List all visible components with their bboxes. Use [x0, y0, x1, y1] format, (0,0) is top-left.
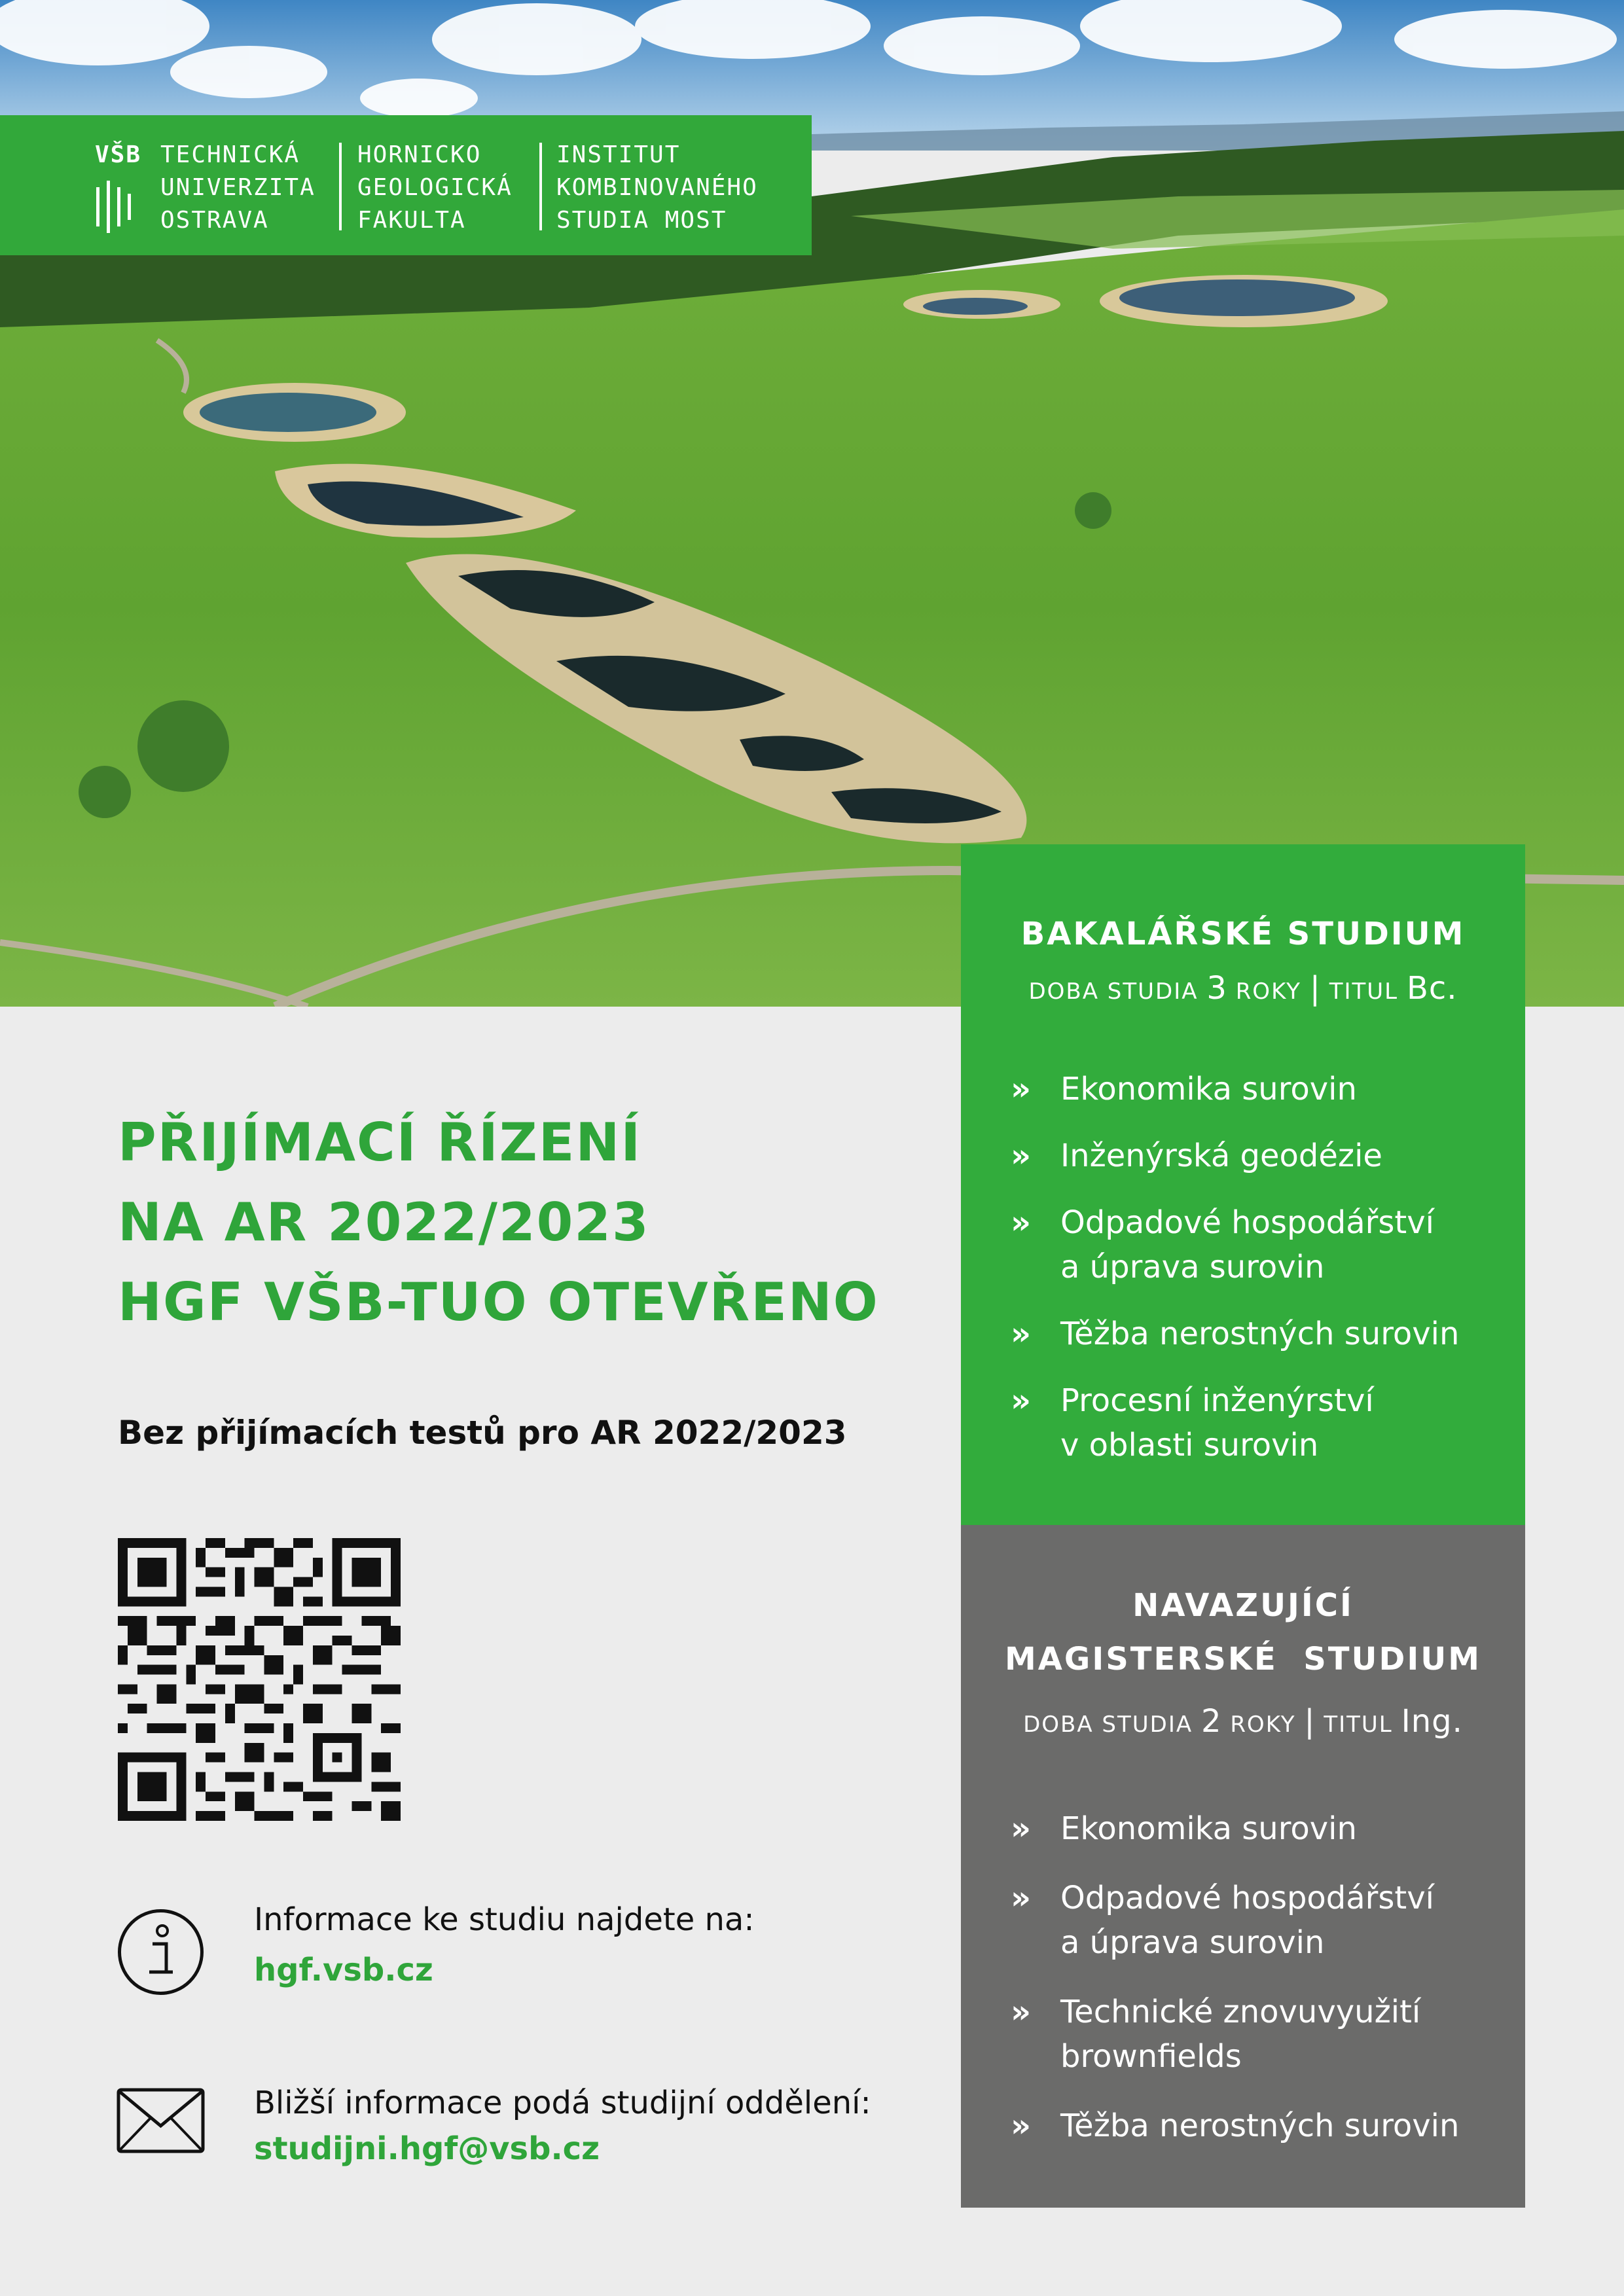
- master-title: NAVAZUJÍCÍ MAGISTERSKÉ STUDIUM: [1005, 1587, 1481, 1677]
- list-item: » Technické znovuvyužití brownfields: [1011, 1994, 1421, 2075]
- bachelor-title: BAKALÁŘSKÉ STUDIUM: [1020, 916, 1466, 952]
- bachelor-meta: DOBA STUDIA 3 ROKY | TITUL Bc.: [1028, 970, 1458, 1007]
- bachelor-panel: [961, 844, 1525, 1525]
- mail-label: Bližší informace podá studijní oddělení:: [254, 2085, 871, 2121]
- list-item: » Těžba nerostných surovin: [1011, 2108, 1460, 2144]
- logo-divider: [339, 143, 342, 230]
- info-label: Informace ke studiu najdete na:: [254, 1901, 755, 1938]
- master-panel: [961, 1525, 1525, 2208]
- bachelor-programs: [961, 1067, 1525, 1467]
- list-item: » Procesní inženýrství v oblasti surovin: [1011, 1382, 1374, 1463]
- subtitle: Bez přijímacích testů pro AR 2022/2023: [118, 1414, 847, 1452]
- info-circle-icon: [117, 1908, 205, 1996]
- list-item: » Těžba nerostných surovin: [1011, 1316, 1460, 1352]
- list-item: » Ekonomika surovin: [1011, 1071, 1357, 1107]
- list-item: » Inženýrská geodézie: [1011, 1138, 1382, 1174]
- logo-divider: [539, 143, 542, 230]
- envelope-icon: [117, 2088, 205, 2153]
- university-name: TECHNICKÁ UNIVERZITA OSTRAVA: [160, 141, 316, 234]
- qr-code[interactable]: [118, 1538, 401, 1821]
- email-link[interactable]: studijni.hgf@vsb.cz: [254, 2130, 600, 2167]
- vsb-logo-abbr: VŠB: [95, 141, 142, 168]
- list-item: » Ekonomika surovin: [1011, 1810, 1357, 1847]
- page-title: PŘIJÍMACÍ ŘÍZENÍ NA AR 2022/2023 HGF VŠB-TUO OTEVŘENO: [118, 1112, 879, 1333]
- list-item: » Odpadové hospodářství a úprava surovin: [1011, 1204, 1434, 1285]
- institute-name: INSTITUT KOMBINOVANÉHO STUDIA MOST: [556, 141, 758, 234]
- master-programs: [961, 1806, 1525, 2148]
- institution-logo-bar: [0, 115, 812, 255]
- master-meta: DOBA STUDIA 2 ROKY | TITUL Ing.: [1023, 1703, 1463, 1740]
- list-item: » Odpadové hospodářství a úprava surovin: [1011, 1880, 1434, 1961]
- vsb-bars-icon: [95, 181, 141, 233]
- website-link[interactable]: hgf.vsb.cz: [254, 1952, 433, 1988]
- faculty-name: HORNICKO GEOLOGICKÁ FAKULTA: [357, 141, 513, 234]
